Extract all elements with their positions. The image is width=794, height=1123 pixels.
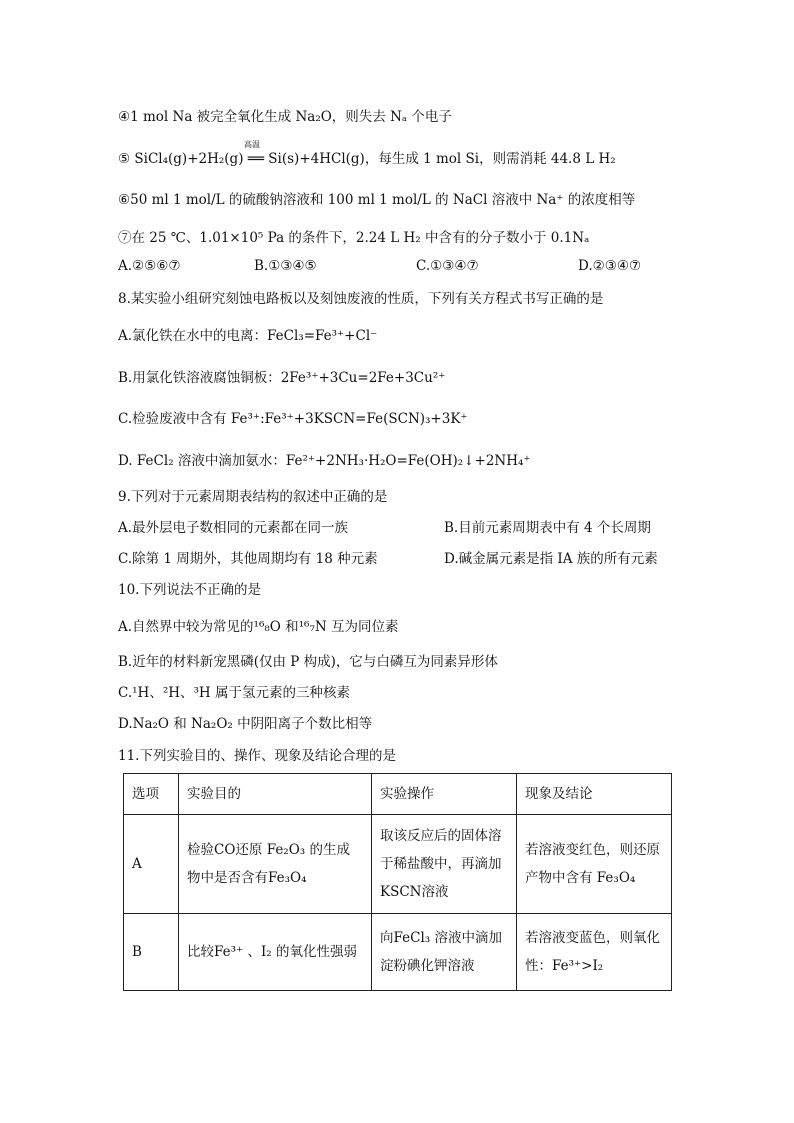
q8-option-a: A.氯化铁在水中的电离：FeCl₃=Fe³⁺+Cl⁻ <box>118 328 378 344</box>
table-row <box>124 914 672 991</box>
q8-option-d: D. FeCl₂ 溶液中滴加氨水：Fe²⁺+2NH₃·H₂O=Fe(OH)₂↓+2NH₄⁺ <box>118 453 531 469</box>
header-result: 现象及结论 <box>517 774 672 815</box>
row-option: A <box>124 815 179 914</box>
q10-stem: 10.下列说法不正确的是 <box>118 582 261 598</box>
row-operation: 取该反应后的固体溶于稀盐酸中，再滴加KSCN溶液 <box>372 815 517 914</box>
row-result: 若溶液变红色，则还原产物中含有 Fe₃O₄ <box>517 815 672 914</box>
q7-option-a: A.②⑤⑥⑦ <box>118 258 181 274</box>
q8-stem: 8.某实验小组研究刻蚀电路板以及刻蚀废液的性质，下列有关方程式书写正确的是 <box>118 291 604 307</box>
q11-table <box>123 773 672 991</box>
q8-option-c: C.检验废液中含有 Fe³⁺:Fe³⁺+3KSCN=Fe(SCN)₃+3K⁺ <box>118 411 468 427</box>
q7-item-6: ⑥50 ml 1 mol/L 的硫酸钠溶液和 100 ml 1 mol/L 的 NaCl 溶液中 Na⁺ 的浓度相等 <box>118 192 636 208</box>
table-row <box>124 815 672 914</box>
row-purpose: 检验CO还原 Fe₂O₃ 的生成物中是否含有Fe₃O₄ <box>179 815 372 914</box>
q9-option-a: A.最外层电子数相同的元素都在同一族 <box>118 520 349 536</box>
table-header-row <box>124 774 672 815</box>
q10-option-d: D.Na₂O 和 Na₂O₂ 中阴阳离子个数比相等 <box>118 716 373 732</box>
reaction-condition: 高温 <box>244 140 260 149</box>
q8-option-b: B.用氯化铁溶液腐蚀铜板：2Fe³⁺+3Cu=2Fe+3Cu²⁺ <box>118 370 446 386</box>
header-option: 选项 <box>124 774 179 815</box>
q7-option-d: D.②③④⑦ <box>578 258 642 274</box>
q10-option-a: A.自然界中较为常见的¹⁶₈O 和¹⁶₇N 互为同位素 <box>118 619 399 635</box>
row-operation: 向FeCl₃ 溶液中滴加淀粉碘化钾溶液 <box>372 914 517 991</box>
row-purpose: 比较Fe³⁺ 、I₂ 的氧化性强弱 <box>179 914 372 991</box>
q7-item-7: ⑦在 25 ℃、1.01×10⁵ Pa 的条件下，2.24 L H₂ 中含有的分子数小于 0.1Nₐ <box>118 230 590 246</box>
row-result: 若溶液变蓝色，则氧化性：Fe³⁺>I₂ <box>517 914 672 991</box>
q7-item-5: ⑤ SiCl₄(g)+2H₂(g) ══ Si(s)+4HCl(g)，每生成 1 mol Si，则需消耗 44.8 L H₂ <box>118 151 616 167</box>
q7-option-b: B.①③④⑤ <box>254 258 317 274</box>
row-option: B <box>124 914 179 991</box>
q11-stem: 11.下列实验目的、操作、现象及结论合理的是 <box>118 748 396 764</box>
q7-options <box>118 258 678 278</box>
q10-option-c: C.¹H、²H、³H 属于氢元素的三种核素 <box>118 685 350 701</box>
q9-option-d: D.碱金属元素是指 IA 族的所有元素 <box>444 551 658 567</box>
q9-stem: 9.下列对于元素周期表结构的叙述中正确的是 <box>118 489 388 505</box>
q9-option-c: C.除第 1 周期外，其他周期均有 18 种元素 <box>118 551 378 567</box>
header-operation: 实验操作 <box>372 774 517 815</box>
q7-option-c: C.①③④⑦ <box>416 258 479 274</box>
q9-option-b: B.目前元素周期表中有 4 个长周期 <box>444 520 651 536</box>
q10-option-b: B.近年的材料新宠黑磷(仅由 P 构成)，它与白磷互为同素异形体 <box>118 654 498 670</box>
header-purpose: 实验目的 <box>179 774 372 815</box>
q7-item-4: ④1 mol Na 被完全氧化生成 Na₂O，则失去 Nₐ 个电子 <box>118 109 452 125</box>
